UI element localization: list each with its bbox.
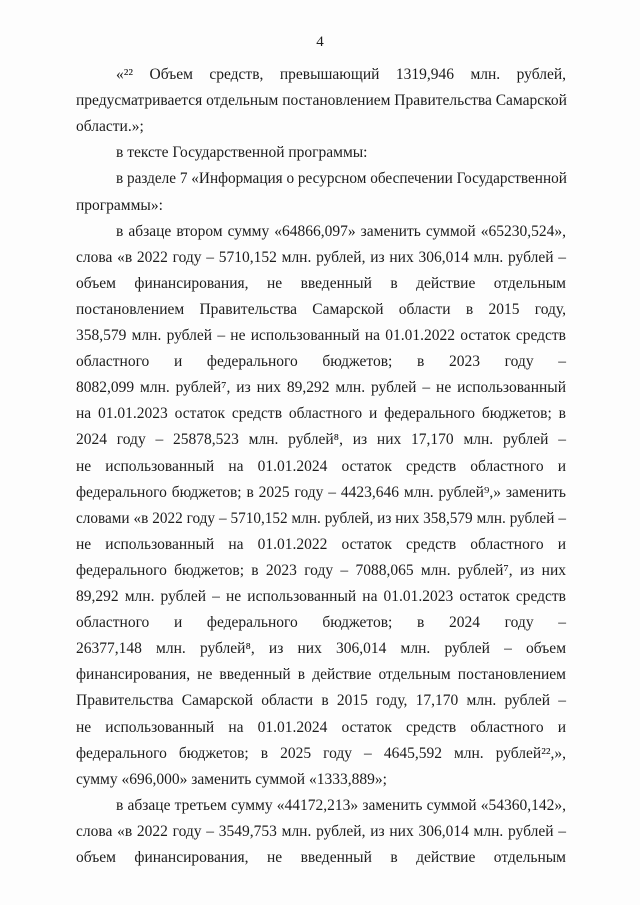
text-line: слова «в 2022 году – 5710,152 млн. рублей, из них 306,014 млн. рублей – — [76, 248, 566, 266]
text-line: постановлением Правительства Самарской области в 2015 году, — [76, 300, 566, 318]
text-line: программы»: — [76, 196, 163, 214]
text-line: объем финансирования, не введенный в действие отдельным — [76, 274, 566, 292]
text-line: федерального бюджетов; в 2023 году – 7088,065 млн. рублей⁷, из них — [76, 561, 566, 579]
text-line: области.»; — [76, 118, 144, 136]
text-line: словами «в 2022 году – 5710,152 млн. рублей, из них 358,579 млн. рублей – — [76, 509, 566, 527]
text-line: не использованный на 01.01.2024 остаток средств областного и — [76, 457, 566, 475]
text-line: федерального бюджетов; в 2025 году – 4423,646 млн. рублей⁹,» заменить — [76, 483, 566, 501]
page-number: 4 — [316, 34, 324, 50]
text-line: предусматривается отдельным постановлением Правительства Самарской — [76, 92, 567, 110]
text-line: 26377,148 млн. рублей⁸, из них 306,014 млн. рублей – объем — [76, 640, 566, 658]
text-line: финансирования, не введенный в действие отдельным постановлением — [76, 666, 566, 684]
text-line: «²² Объем средств, превышающий 1319,946 млн. рублей, — [116, 66, 566, 83]
text-line: в абзаце третьем сумму «44172,213» заменить суммой «54360,142», — [116, 796, 566, 814]
text-line: 8082,099 млн. рублей⁷, из них 89,292 млн. рублей – не использованный — [76, 379, 566, 397]
text-line: в абзаце втором сумму «64866,097» заменить суммой «65230,524», — [116, 222, 566, 240]
text-line: в тексте Государственной программы: — [116, 144, 368, 162]
text-line: не использованный на 01.01.2024 остаток средств областного и — [76, 718, 566, 736]
text-line: объем финансирования, не введенный в действие отдельным — [76, 849, 566, 866]
text-line: на 01.01.2023 остаток средств областного и федерального бюджетов; в — [76, 405, 566, 423]
text-line: федерального бюджетов; в 2025 году – 4645,592 млн. рублей²²,», — [76, 744, 566, 762]
text-line: областного и федерального бюджетов; в 2024 году – — [76, 614, 566, 632]
text-line: областного и федерального бюджетов; в 2023 году – — [76, 353, 566, 371]
text-line: 89,292 млн. рублей – не использованный на 01.01.2023 остаток средств — [76, 588, 566, 605]
text-line: в разделе 7 «Информация о ресурсном обеспечении Государственной — [116, 170, 567, 188]
text-line: 358,579 млн. рублей – не использованный на 01.01.2022 остаток средств — [76, 327, 566, 344]
text-line: не использованный на 01.01.2022 остаток средств областного и — [76, 535, 566, 553]
text-line: Правительства Самарской области в 2015 году, 17,170 млн. рублей – — [76, 692, 566, 710]
text-line: слова «в 2022 году – 3549,753 млн. рублей, из них 306,014 млн. рублей – — [76, 822, 566, 840]
text-line: сумму «696,000» заменить суммой «1333,889»; — [76, 770, 387, 788]
text-line: 2024 году – 25878,523 млн. рублей⁸, из них 17,170 млн. рублей – — [76, 431, 566, 449]
